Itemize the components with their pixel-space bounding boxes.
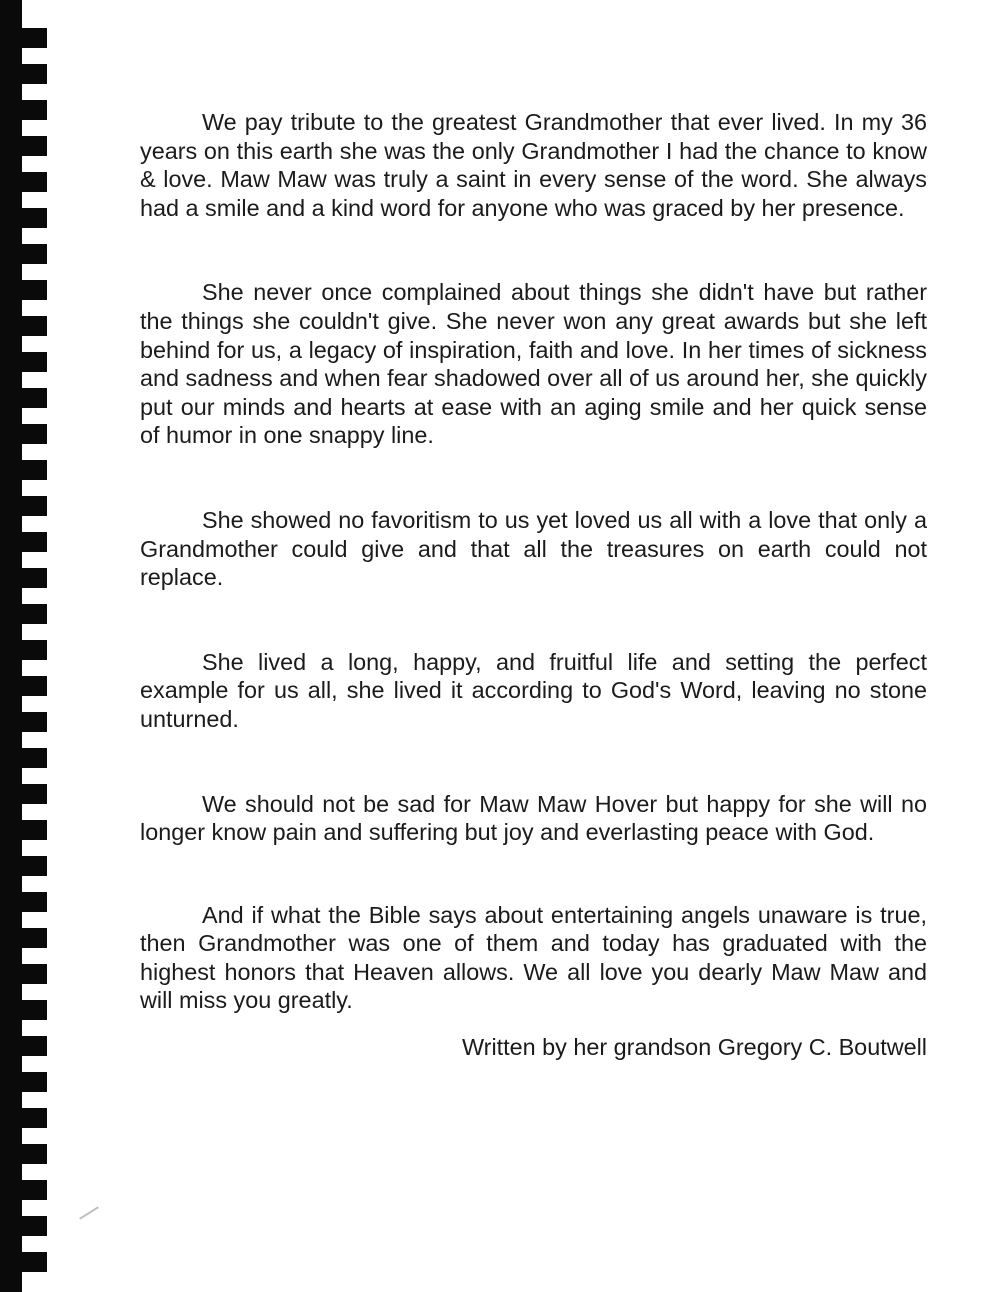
binding-tab	[20, 928, 47, 948]
binding-tab	[20, 676, 47, 696]
binding-tab	[20, 1000, 47, 1020]
binding-tab	[20, 1252, 47, 1272]
binding-tab	[20, 568, 47, 588]
tribute-letter	[140, 108, 927, 1062]
binding-tab	[20, 136, 47, 156]
paragraph-6: And if what the Bible says about entertaining angels unaware is true, then Grandmother was one of them and today has graduated with the highest honors that Heaven allows. We all love you dearly Maw Maw and will miss you greatly.	[140, 901, 927, 1014]
binding-tab	[20, 820, 47, 840]
scan-artifact	[79, 1206, 99, 1219]
binding-tab	[20, 100, 47, 120]
paragraph-3: She showed no favoritism to us yet loved us all with a love that only a Grandmother could give and that all the treasures on earth could not replace.	[140, 506, 927, 591]
binding-tab	[20, 856, 47, 876]
binding-tab	[20, 964, 47, 984]
paragraph-4: She lived a long, happy, and fruitful life and setting the perfect example for us all, she lived it according to God's Word, leaving no stone unturned.	[140, 648, 927, 732]
binding-tab	[20, 424, 47, 444]
binding-tab	[20, 892, 47, 912]
binding-tab	[20, 640, 47, 660]
binding-tab	[20, 64, 47, 84]
binding-tab	[20, 532, 47, 552]
binding-tab	[20, 172, 47, 192]
binding-tab	[20, 208, 47, 228]
paragraph-1: We pay tribute to the greatest Grandmother that ever lived. In my 36 years on this earth she was the only Grandmother I had the chance to know & love. Maw Maw was truly a saint in every sense of the word. She always had a smile and a kind word for anyone who was graced by her presence.	[140, 109, 927, 221]
binding-tab	[20, 280, 47, 300]
binding-tab	[20, 1180, 47, 1200]
paragraph-5: We should not be sad for Maw Maw Hover but happy for she will no longer know pain and suffering but joy and everlasting peace with God.	[140, 790, 927, 846]
spiral-binding	[0, 0, 60, 1292]
binding-tab	[20, 748, 47, 768]
binding-tab	[20, 604, 47, 624]
paragraph-2: She never once complained about things she didn't have but rather the things she couldn't give. She never won any great awards but she left behind for us, a legacy of inspiration, faith and love. In her times of sickness and sadness and when fear shadowed over all of us around her, she quickly put our minds and hearts at ease with an aging smile and her quick sense of humor in one snappy line.	[140, 279, 927, 449]
binding-tab	[20, 1216, 47, 1236]
binding-tab	[20, 496, 47, 516]
binding-tab	[20, 28, 47, 48]
binding-tab	[20, 712, 47, 732]
binding-tab	[20, 1144, 47, 1164]
binding-tab	[20, 244, 47, 264]
binding-tab	[20, 784, 47, 804]
binding-tab	[20, 460, 47, 480]
binding-spine	[0, 0, 22, 1292]
binding-tab	[20, 1036, 47, 1056]
binding-tab	[20, 388, 47, 408]
binding-tab	[20, 316, 47, 336]
binding-tab	[20, 352, 47, 372]
signature: Written by her grandson Gregory C. Boutwell	[462, 1034, 927, 1061]
binding-tab	[20, 1072, 47, 1092]
binding-tab	[20, 1108, 47, 1128]
